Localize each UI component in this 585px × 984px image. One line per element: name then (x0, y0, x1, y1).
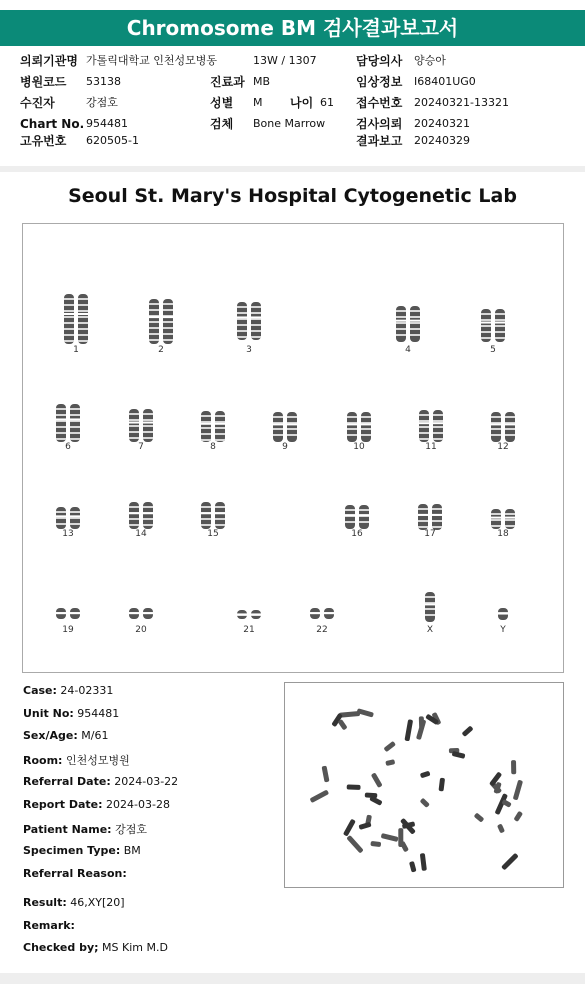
metaphase-chromosome (343, 819, 356, 837)
metaphase-chromosome (365, 792, 378, 798)
info-label: 담당의사 (356, 54, 403, 68)
detail-referral-date: Referral Date: 2024-03-22 (23, 775, 179, 788)
metaphase-chromosome (497, 823, 505, 833)
chromosome-label: Y (500, 625, 506, 635)
chromosome-label: 8 (210, 442, 216, 452)
chromosome-label: 10 (353, 442, 365, 452)
info-label: 수진자 (20, 96, 55, 110)
metaphase-chromosome (438, 778, 445, 792)
info-row (0, 52, 585, 70)
info-label: 의뢰기관명 (20, 54, 78, 68)
info-value: 20240321-13321 (414, 96, 509, 109)
metaphase-chromosome (310, 789, 330, 803)
chromosome-label: 20 (135, 625, 147, 635)
chromosome-pair-22 (310, 608, 334, 619)
info-value: 가톨릭대학교 인천성모병동 (86, 54, 218, 67)
chromosome-label: 18 (497, 529, 509, 539)
metaphase-chromosome (322, 766, 330, 783)
info-value: 20240321 (414, 117, 470, 130)
chromosome-label: 17 (424, 529, 436, 539)
info-value: 양승아 (414, 54, 446, 67)
chromosome-label: 9 (282, 442, 288, 452)
info-value: M (253, 96, 263, 109)
metaphase-image (284, 682, 564, 888)
info-value: 53138 (86, 75, 121, 88)
chromosome-label: 14 (135, 529, 147, 539)
chromosome-label: 3 (246, 345, 252, 355)
chromosome-pair-6 (56, 404, 80, 442)
chromosome-label: 15 (207, 529, 219, 539)
chromosome-pair-10 (347, 412, 371, 442)
chromosome-pair-X (425, 592, 435, 622)
chromosome-pair-7 (129, 409, 153, 442)
chromosome-pair-11 (419, 410, 443, 442)
chromosome-pair-20 (129, 608, 153, 619)
info-value: 강점호 (86, 96, 118, 109)
detail-result: Result: 46,XY[20] (23, 896, 125, 909)
chromosome-pair-3 (237, 302, 261, 340)
chromosome-label: 11 (425, 442, 437, 452)
metaphase-chromosome (357, 708, 374, 717)
info-value: Bone Marrow (253, 117, 326, 130)
chromosome-label: 2 (158, 345, 164, 355)
info-label: 검사의뢰 (356, 117, 403, 131)
chromosome-label: 6 (65, 442, 71, 452)
info-row (0, 132, 585, 150)
chromosome-pair-2 (149, 299, 173, 344)
metaphase-chromosome (383, 741, 396, 752)
metaphase-chromosome (474, 812, 485, 822)
metaphase-chromosome (371, 772, 383, 788)
info-value: 13W / 1307 (253, 54, 317, 67)
report-title: Chromosome BM 검사결과보고서 (0, 10, 585, 46)
info-label: 성별 (210, 96, 234, 110)
karyotype-image (22, 223, 564, 673)
chromosome-pair-16 (345, 505, 369, 529)
info-label: 결과보고 (356, 134, 403, 148)
info-row (0, 94, 585, 112)
chromosome-pair-14 (129, 502, 153, 529)
info-label: 접수번호 (356, 96, 403, 110)
chromosome-label: 12 (497, 442, 509, 452)
detail-unit-no: Unit No: 954481 (23, 707, 120, 720)
info-value: I68401UG0 (414, 75, 476, 88)
chromosome-pair-21 (237, 610, 261, 619)
chromosome-label: 19 (62, 625, 74, 635)
section-divider (0, 166, 585, 172)
chromosome-pair-12 (491, 412, 515, 442)
chromosome-label: 7 (138, 442, 144, 452)
info-label: 고유번호 (20, 134, 67, 148)
detail-patient-name: Patient Name: 강점호 (23, 823, 147, 836)
info-value: 954481 (86, 117, 128, 130)
chromosome-pair-Y (498, 608, 508, 620)
detail-remark: Remark: (23, 919, 75, 932)
chromosome-pair-9 (273, 412, 297, 442)
info-label: 병원코드 (20, 75, 67, 89)
info-label: 임상정보 (356, 75, 403, 89)
age-value: 61 (320, 96, 334, 109)
chromosome-pair-15 (201, 502, 225, 529)
detail-sex-age: Sex/Age: M/61 (23, 729, 109, 742)
chromosome-pair-13 (56, 507, 80, 529)
metaphase-chromosome (420, 771, 431, 779)
chromosome-pair-18 (491, 509, 515, 529)
footer-divider (0, 973, 585, 984)
info-label: 검체 (210, 117, 234, 131)
metaphase-chromosome (385, 759, 395, 766)
chromosome-label: 16 (351, 529, 363, 539)
metaphase-chromosome (511, 760, 516, 774)
metaphase-chromosome (370, 841, 381, 847)
metaphase-chromosome (409, 861, 417, 873)
info-row (0, 73, 585, 91)
chromosome-pair-19 (56, 608, 80, 619)
chromosome-pair-5 (481, 309, 505, 342)
chromosome-pair-1 (64, 294, 88, 344)
chromosome-label: 21 (243, 625, 255, 635)
metaphase-chromosome (346, 835, 363, 854)
chromosome-label: 5 (490, 345, 496, 355)
chromosome-label: 22 (316, 625, 328, 635)
info-row (0, 115, 585, 133)
metaphase-chromosome (461, 725, 473, 737)
detail-specimen-type: Specimen Type: BM (23, 844, 141, 857)
metaphase-drawing (285, 683, 563, 887)
metaphase-chromosome (420, 853, 427, 871)
metaphase-chromosome (404, 719, 413, 741)
age-label: 나이 (290, 96, 314, 110)
metaphase-chromosome (358, 822, 371, 830)
chromosome-pair-17 (418, 504, 442, 530)
info-label: Chart No. (20, 117, 85, 131)
info-value: 20240329 (414, 134, 470, 147)
detail-room: Room: 인천성모병원 (23, 754, 130, 767)
metaphase-chromosome (513, 780, 523, 801)
metaphase-chromosome (347, 784, 361, 789)
metaphase-chromosome (381, 833, 399, 842)
lab-title: Seoul St. Mary's Hospital Cytogenetic Lab (68, 185, 517, 207)
metaphase-chromosome (513, 811, 523, 822)
metaphase-chromosome (420, 798, 430, 808)
metaphase-chromosome (501, 853, 519, 871)
info-value: MB (253, 75, 271, 88)
chromosome-label: 1 (73, 345, 79, 355)
karyotype-drawing (23, 224, 563, 672)
chromosome-pair-8 (201, 411, 225, 442)
detail-referral-reason: Referral Reason: (23, 867, 127, 880)
detail-report-date: Report Date: 2024-03-28 (23, 798, 170, 811)
patient-info-panel (0, 52, 585, 164)
chromosome-pair-4 (396, 306, 420, 342)
chromosome-label: 13 (62, 529, 74, 539)
detail-case: Case: 24-02331 (23, 684, 114, 697)
info-value: 620505-1 (86, 134, 139, 147)
info-label: 진료과 (210, 75, 245, 89)
chromosome-label: X (426, 625, 434, 635)
metaphase-chromosome (419, 716, 424, 728)
detail-checked-by: Checked by; MS Kim M.D (23, 941, 168, 954)
chromosome-label: 4 (405, 345, 411, 355)
